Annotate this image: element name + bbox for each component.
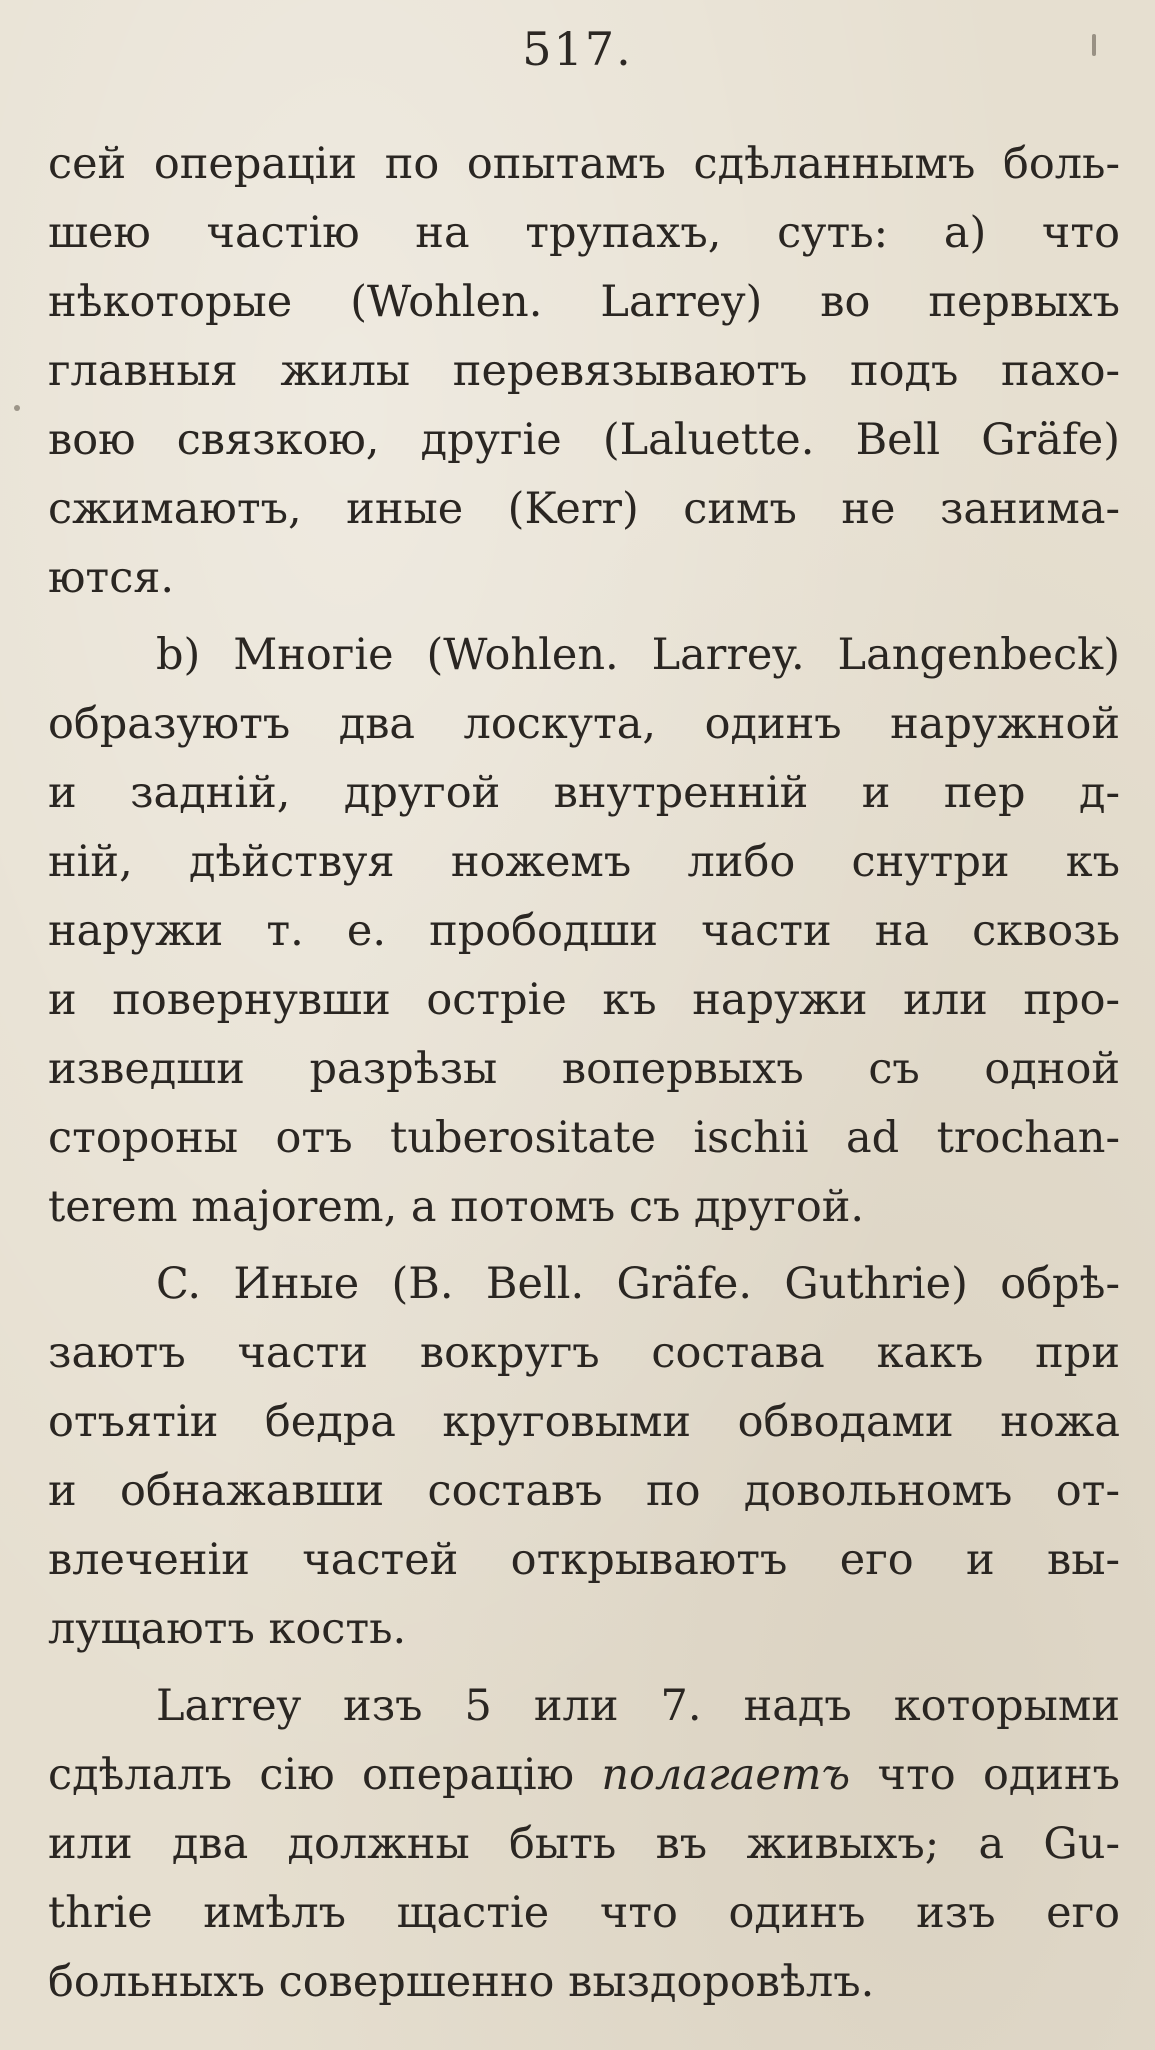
body-text <box>48 130 1120 2025</box>
paragraph-3 <box>48 1250 1120 1664</box>
text-line: C. Иные (B. Bell. Gräfe. Guthrie) обрѣ- <box>156 1259 1120 1309</box>
text-line: или два должны быть въ живыхъ; а Gu- <box>48 1819 1120 1869</box>
paper-blemish <box>1092 34 1096 56</box>
text-line-with-italic <box>48 1741 1120 1810</box>
text-line: нiй, дѣйствуя ножемъ либо снутри къ <box>48 837 1120 887</box>
italic-word: полагаетъ <box>601 1750 851 1800</box>
text-segment: сдѣлалъ сiю операцiю <box>48 1750 602 1800</box>
text-line: сжимаютъ, иные (Kerr) симъ не занима- <box>48 484 1120 534</box>
text-line: и повернувши острiе къ наружи или про- <box>48 975 1120 1025</box>
text-line: стороны отъ tuberositate ischii ad trochan- <box>48 1113 1120 1163</box>
text-line: шею частiю на трупахъ, суть: а) что <box>48 208 1120 258</box>
text-line: больныхъ совершенно выздоровѣлъ. <box>48 1957 875 2007</box>
text-line: b) Многiе (Wohlen. Larrey. Langenbeck) <box>156 630 1120 680</box>
text-line: лущаютъ кость. <box>48 1604 407 1654</box>
text-line: образуютъ два лоскута, одинъ наружной <box>48 699 1120 749</box>
text-line: нѣкоторые (Wohlen. Larrey) во первыхъ <box>48 277 1120 327</box>
text-line: сей операцiи по опытамъ сдѣланнымъ боль- <box>48 139 1120 189</box>
text-line: заютъ части вокругъ состава какъ при <box>48 1328 1120 1378</box>
text-line: наружи т. е. прободши части на сквозь <box>48 906 1120 956</box>
paragraph-2 <box>48 621 1120 1242</box>
paragraph-1 <box>48 130 1120 613</box>
text-line: главныя жилы перевязываютъ подъ пахо- <box>48 346 1120 396</box>
text-line: terem majorem, а потомъ съ другой. <box>48 1182 865 1232</box>
text-line: изведши разрѣзы вопервыхъ съ одной <box>48 1044 1120 1094</box>
page-number: 517. <box>522 22 633 76</box>
text-line: вою связкою, другiе (Laluette. Bell Gräfe) <box>48 415 1120 465</box>
paragraph-4 <box>48 1672 1120 2017</box>
text-segment: что одинъ <box>850 1750 1121 1800</box>
text-line: thrie имѣлъ щастiе что одинъ изъ его <box>48 1888 1120 1938</box>
paper-blemish <box>14 405 20 411</box>
text-line: и заднiй, другой внутреннiй и пер д- <box>48 768 1120 818</box>
text-line: влеченiи частей открываютъ его и вы- <box>48 1535 1120 1585</box>
text-line: ются. <box>48 553 175 603</box>
text-line: отъятiи бедра круговыми обводами ножа <box>48 1397 1120 1447</box>
text-line: и обнажавши составъ по довольномъ от- <box>48 1466 1120 1516</box>
text-line: Larrey изъ 5 или 7. надъ которыми <box>156 1681 1120 1731</box>
